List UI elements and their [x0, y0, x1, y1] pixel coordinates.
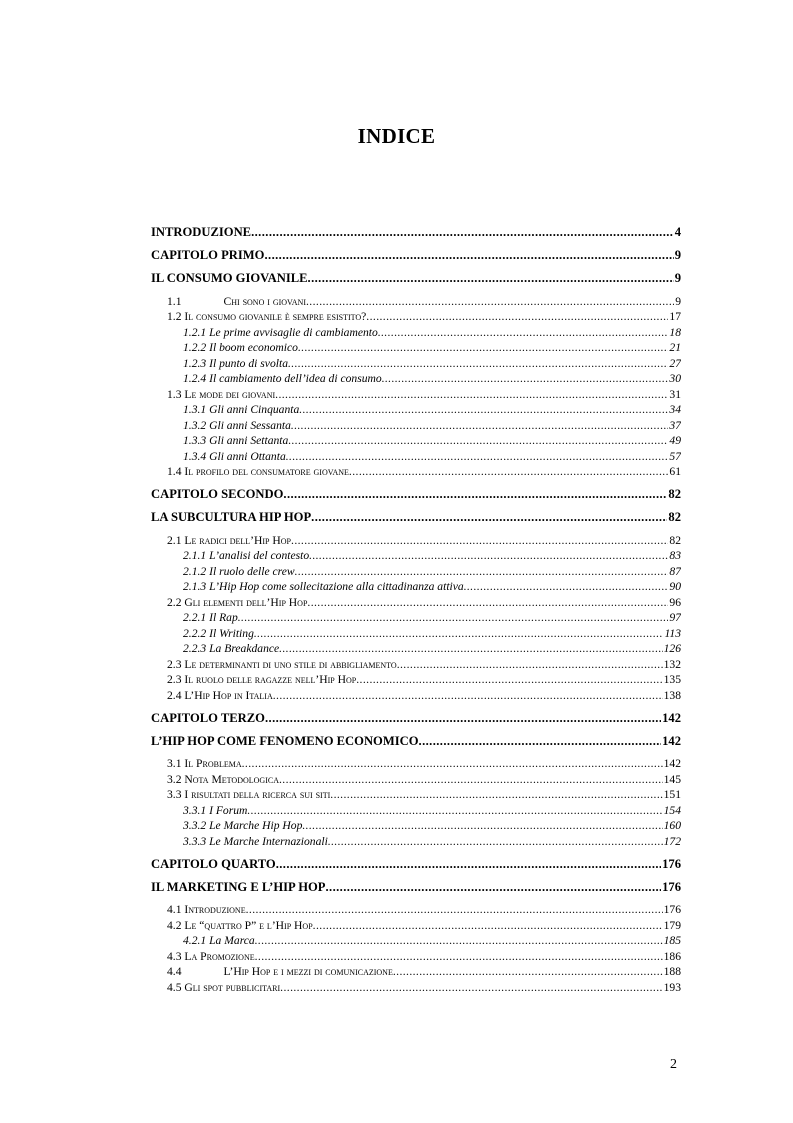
toc-entry-text: Il punto di svolta	[209, 356, 288, 370]
toc-dot-leader	[280, 980, 662, 996]
toc-entry-number: 2.2.3	[183, 642, 207, 655]
toc-entry-label	[183, 579, 464, 595]
toc-entry-text: Il profilo del consumatore giovane	[184, 465, 349, 478]
table-of-contents	[151, 225, 681, 995]
toc-dot-leader	[275, 387, 668, 403]
toc-entry-number: 1.2.3	[183, 356, 207, 370]
toc-entry-label	[167, 980, 280, 996]
toc-entry-label	[183, 371, 382, 387]
toc-entry-page: 9	[675, 294, 681, 308]
toc-entry-label	[167, 949, 255, 965]
toc-entry[interactable]	[151, 309, 681, 325]
toc-entry[interactable]	[151, 564, 681, 580]
toc-entry-text: LA SUBCULTURA HIP HOP	[151, 510, 312, 524]
toc-entry-number: 4.4	[167, 965, 182, 978]
toc-entry-page: 82	[668, 487, 681, 501]
toc-entry[interactable]	[151, 402, 681, 418]
toc-entry-number: 1.3.2	[183, 418, 207, 432]
toc-entry-number: 2.2	[167, 595, 182, 609]
toc-entry[interactable]	[151, 756, 681, 772]
toc-entry[interactable]	[151, 787, 681, 803]
toc-entry-text: L’Hip Hop in Italia	[184, 688, 273, 702]
toc-entry-page: 132	[663, 657, 681, 671]
toc-entry-number: 1.3.1	[183, 403, 207, 416]
toc-entry-page: 49	[669, 434, 681, 447]
toc-entry[interactable]	[151, 980, 681, 996]
toc-dot-leader	[382, 371, 669, 387]
toc-entry-page: 138	[663, 688, 681, 702]
toc-dot-leader	[264, 248, 673, 264]
toc-entry-page: 142	[662, 733, 681, 748]
toc-entry-page: 179	[663, 918, 681, 932]
toc-dot-leader	[378, 325, 669, 341]
toc-entry-number: 1.2	[167, 310, 182, 323]
toc-entry-text: Le mode dei giovani	[184, 387, 276, 401]
toc-entry[interactable]	[151, 433, 681, 449]
toc-entry-page: 193	[663, 980, 681, 994]
toc-entry[interactable]	[151, 818, 681, 834]
toc-entry[interactable]	[151, 949, 681, 965]
toc-entry-text: Il ruolo delle ragazze nell’Hip Hop	[184, 673, 357, 686]
toc-entry-label	[183, 356, 288, 372]
toc-entry-text: Il Writing	[209, 626, 254, 640]
toc-entry-label	[183, 803, 247, 819]
toc-entry-text: Le prime avvisaglie di cambiamento	[209, 325, 378, 339]
toc-entry[interactable]	[151, 688, 681, 704]
toc-entry-text: Le radici dell’Hip Hop	[184, 533, 292, 547]
toc-entry-label	[183, 325, 378, 341]
toc-entry-number: 1.3.4	[183, 449, 207, 463]
toc-dot-leader	[298, 340, 668, 356]
toc-entry-number: 3.1	[167, 757, 182, 770]
toc-entry-page: 34	[669, 403, 681, 416]
toc-entry-label	[151, 248, 264, 264]
toc-entry-text: Le Marche Hip Hop	[209, 819, 303, 832]
toc-entry-label	[167, 902, 246, 918]
toc-entry-page: 9	[674, 248, 681, 262]
toc-entry[interactable]	[151, 271, 681, 287]
toc-entry-label	[183, 402, 299, 418]
toc-dot-leader	[302, 818, 662, 834]
toc-entry-text: Gli anni Ottanta	[209, 449, 286, 463]
toc-entry[interactable]	[151, 294, 681, 310]
toc-entry-label	[183, 433, 288, 449]
toc-entry-number: 1.2.2	[183, 341, 207, 354]
toc-entry-page: 4	[674, 225, 681, 239]
toc-entry-label	[167, 309, 366, 325]
toc-entry[interactable]	[151, 734, 681, 750]
toc-dot-leader	[288, 356, 668, 372]
toc-entry-number: 1.3	[167, 387, 182, 401]
toc-entry-number: 2.1.1	[183, 549, 207, 562]
toc-entry-text: IL MARKETING E L’HIP HOP	[151, 879, 326, 894]
toc-entry-label	[167, 294, 306, 310]
toc-entry-text: La Marca	[209, 934, 255, 947]
toc-entry-page: 83	[669, 549, 681, 562]
toc-entry-page: 188	[663, 965, 681, 978]
toc-dot-leader	[309, 548, 668, 564]
toc-entry-number: 2.1	[167, 533, 182, 547]
toc-entry-page: 135	[663, 673, 681, 686]
toc-entry-number: 4.3	[167, 949, 182, 963]
toc-entry-number: 2.2.1	[183, 611, 207, 624]
toc-entry-label	[183, 834, 328, 850]
toc-dot-leader	[255, 949, 663, 965]
toc-entry-page: 27	[669, 356, 681, 370]
toc-entry-page: 160	[663, 819, 681, 832]
toc-entry-label	[167, 787, 330, 803]
toc-entry-number: 3.3.2	[183, 819, 207, 832]
toc-entry-number: 3.2	[167, 772, 182, 786]
toc-entry-page: 126	[663, 642, 681, 655]
toc-entry-number: 1.3.3	[183, 434, 207, 447]
toc-entry[interactable]	[151, 672, 681, 688]
toc-entry-page: 151	[663, 788, 681, 801]
toc-entry-label	[183, 449, 286, 465]
toc-dot-leader	[283, 487, 667, 503]
toc-entry-page: 57	[669, 449, 681, 463]
toc-entry-text: INTRODUZIONE	[151, 225, 252, 239]
toc-dot-leader	[397, 657, 663, 673]
toc-entry-number: 4.1	[167, 903, 182, 916]
toc-entry-page: 145	[663, 772, 681, 786]
toc-entry-label	[183, 564, 295, 580]
toc-entry-number: 1.2.1	[183, 325, 207, 339]
toc-entry-page: 21	[669, 341, 681, 354]
toc-entry-text: Il consumo giovanile è sempre esistito?	[184, 310, 367, 323]
toc-entry[interactable]	[151, 371, 681, 387]
toc-dot-leader	[306, 294, 674, 310]
toc-entry-page: 31	[669, 387, 681, 401]
toc-entry-page: 37	[669, 418, 681, 432]
toc-entry-page: 176	[663, 903, 681, 916]
toc-dot-leader	[393, 964, 663, 980]
toc-entry-text: Le determinanti di uno stile di abbigliamento	[184, 657, 397, 671]
toc-entry-text: L’analisi del contesto	[209, 549, 310, 562]
toc-entry-text: Il ruolo delle crew	[209, 564, 295, 578]
toc-entry-number: 3.3.1	[183, 803, 207, 817]
toc-entry-page: 97	[669, 611, 681, 624]
toc-entry-text: L’HIP HOP COME FENOMENO ECONOMICO	[151, 733, 419, 748]
toc-entry-page: 17	[669, 310, 681, 323]
toc-dot-leader	[254, 626, 664, 642]
toc-entry-number: 3.3.3	[183, 834, 207, 848]
toc-entry[interactable]	[151, 857, 681, 873]
toc-entry[interactable]	[151, 464, 681, 480]
toc-entry[interactable]	[151, 225, 681, 241]
toc-entry[interactable]	[151, 418, 681, 434]
toc-dot-leader	[325, 880, 661, 896]
toc-entry-number: 1.1	[167, 294, 182, 308]
toc-entry[interactable]	[151, 248, 681, 264]
toc-dot-leader	[366, 309, 668, 325]
toc-dot-leader	[307, 595, 668, 611]
toc-entry-label	[167, 772, 279, 788]
toc-dot-leader	[291, 418, 669, 434]
toc-entry-number: 4.2	[167, 918, 182, 932]
toc-entry-label	[167, 657, 397, 673]
toc-entry-page: 61	[669, 465, 681, 478]
toc-entry-number: 2.2.2	[183, 626, 207, 640]
toc-entry-text: La Promozione	[184, 949, 255, 963]
toc-dot-leader	[279, 641, 662, 657]
toc-entry[interactable]	[151, 387, 681, 403]
toc-entry-page: 9	[674, 271, 681, 285]
toc-dot-leader	[246, 902, 663, 918]
toc-entry-number: 2.3	[167, 657, 182, 671]
toc-entry-label	[183, 818, 302, 834]
toc-entry[interactable]	[151, 610, 681, 626]
toc-entry-label	[151, 711, 265, 727]
toc-entry-text: Introduzione	[184, 903, 246, 916]
toc-entry-text: Gli anni Sessanta	[209, 418, 291, 432]
toc-entry-label	[151, 857, 276, 873]
toc-entry-text: L’Hip Hop come sollecitazione alla cittadinanza attiva	[209, 580, 464, 593]
toc-entry-label	[167, 533, 291, 549]
toc-entry-label	[151, 880, 325, 896]
toc-entry[interactable]	[151, 449, 681, 465]
toc-entry-number: 4.5	[167, 980, 182, 994]
toc-entry[interactable]	[151, 325, 681, 341]
toc-entry[interactable]	[151, 340, 681, 356]
toc-entry-label	[167, 595, 307, 611]
toc-entry[interactable]	[151, 548, 681, 564]
toc-entry-text: L’Hip Hop e i mezzi di comunicazione	[223, 965, 393, 978]
toc-dot-leader	[295, 564, 669, 580]
toc-dot-leader	[251, 225, 674, 241]
toc-dot-leader	[288, 433, 668, 449]
toc-entry[interactable]	[151, 964, 681, 980]
toc-entry-text: Il cambiamento dell’idea di consumo	[209, 372, 382, 385]
toc-entry[interactable]	[151, 772, 681, 788]
toc-dot-leader	[265, 711, 661, 727]
toc-entry-page: 113	[664, 626, 681, 640]
toc-entry-text: Le “quattro P” e l’Hip Hop	[184, 918, 313, 932]
toc-entry-label	[183, 626, 254, 642]
toc-entry-label	[183, 418, 291, 434]
toc-entry-page: 82	[669, 533, 681, 547]
toc-entry-text: Chi sono i giovani	[223, 294, 306, 308]
toc-entry-label	[151, 271, 308, 287]
toc-entry[interactable]	[151, 626, 681, 642]
toc-entry[interactable]	[151, 595, 681, 611]
toc-entry[interactable]	[151, 834, 681, 850]
toc-entry-number: 2.3	[167, 673, 182, 686]
toc-entry-label	[167, 964, 393, 980]
toc-entry-text: CAPITOLO QUARTO	[151, 856, 276, 871]
toc-entry-page: 172	[663, 834, 681, 848]
toc-entry-text: CAPITOLO TERZO	[151, 710, 265, 725]
toc-entry-number: 2.1.3	[183, 580, 207, 593]
toc-dot-leader	[464, 579, 669, 595]
toc-entry-page: 142	[663, 757, 681, 770]
toc-entry-text: Gli spot pubblicitari	[184, 980, 281, 994]
toc-entry-page: 90	[669, 580, 681, 593]
toc-entry-label	[183, 340, 298, 356]
toc-entry[interactable]	[151, 579, 681, 595]
toc-entry-number: 1.4	[167, 465, 182, 478]
toc-dot-leader	[291, 533, 668, 549]
toc-entry-text: IL CONSUMO GIOVANILE	[151, 271, 308, 285]
toc-dot-leader	[273, 688, 663, 704]
toc-entry[interactable]	[151, 657, 681, 673]
toc-entry-page: 87	[669, 564, 681, 578]
toc-entry-label	[167, 688, 273, 704]
toc-entry-text: CAPITOLO PRIMO	[151, 248, 265, 262]
toc-entry-label	[183, 610, 238, 626]
toc-dot-leader	[299, 402, 668, 418]
toc-entry-text: I risultati della ricerca sui siti	[184, 788, 331, 801]
toc-entry[interactable]	[151, 487, 681, 503]
toc-entry-label	[167, 756, 242, 772]
toc-dot-leader	[242, 756, 663, 772]
toc-entry-page: 142	[662, 710, 681, 725]
toc-entry-label	[167, 672, 356, 688]
toc-entry-text: Gli anni Settanta	[209, 434, 289, 447]
toc-dot-leader	[419, 734, 662, 750]
toc-entry-number: 3.3	[167, 788, 182, 801]
toc-dot-leader	[255, 933, 663, 949]
toc-entry-number: 2.1.2	[183, 564, 207, 578]
toc-entry[interactable]	[151, 510, 681, 526]
toc-entry-text: La Breakdance	[209, 642, 280, 655]
toc-dot-leader	[308, 271, 674, 287]
toc-dot-leader	[286, 449, 669, 465]
toc-entry-text: Il boom economico	[209, 341, 298, 354]
toc-entry[interactable]	[151, 880, 681, 896]
toc-entry-number: 2.4	[167, 688, 182, 702]
toc-entry-text: Gli anni Cinquanta	[209, 403, 300, 416]
page-number: 2	[670, 1057, 677, 1072]
toc-entry-label	[167, 464, 349, 480]
toc-entry-label	[151, 225, 251, 241]
toc-dot-leader	[328, 834, 663, 850]
toc-entry-number: 4.2.1	[183, 934, 207, 947]
toc-entry[interactable]	[151, 641, 681, 657]
toc-dot-leader	[279, 772, 663, 788]
toc-entry[interactable]	[151, 933, 681, 949]
toc-dot-leader	[330, 787, 662, 803]
toc-entry[interactable]	[151, 533, 681, 549]
toc-dot-leader	[349, 464, 668, 480]
toc-entry-label	[183, 548, 309, 564]
toc-entry-label	[183, 641, 279, 657]
toc-entry-page: 176	[662, 856, 681, 871]
toc-dot-leader	[247, 803, 662, 819]
toc-entry-label	[151, 487, 283, 503]
toc-entry-text: CAPITOLO SECONDO	[151, 487, 284, 501]
toc-entry-text: I Forum	[209, 803, 248, 817]
toc-dot-leader	[313, 918, 663, 934]
toc-entry[interactable]	[151, 803, 681, 819]
toc-entry-page: 176	[662, 879, 681, 894]
toc-entry-page: 96	[669, 595, 681, 609]
toc-entry-label	[151, 734, 419, 750]
toc-entry-label	[167, 918, 313, 934]
toc-entry-label	[167, 387, 275, 403]
toc-dot-leader	[356, 672, 662, 688]
toc-entry[interactable]	[151, 902, 681, 918]
toc-entry[interactable]	[151, 356, 681, 372]
toc-entry-page: 82	[668, 510, 681, 524]
toc-entry[interactable]	[151, 711, 681, 727]
toc-entry-text: Le Marche Internazionali	[209, 834, 328, 848]
toc-dot-leader	[311, 510, 667, 526]
toc-entry-page: 154	[663, 803, 681, 817]
page-title: INDICE	[357, 124, 436, 148]
toc-entry-text: Il Problema	[184, 757, 242, 770]
toc-entry-text: Gli elementi dell’Hip Hop	[184, 595, 308, 609]
toc-dot-leader	[276, 857, 661, 873]
toc-entry-text: Il Rap	[209, 611, 238, 624]
toc-entry-text: Nota Metodologica	[184, 772, 279, 786]
toc-entry-page: 30	[669, 372, 681, 385]
toc-dot-leader	[238, 610, 669, 626]
toc-entry-label	[151, 510, 311, 526]
toc-entry[interactable]	[151, 918, 681, 934]
toc-entry-page: 18	[669, 325, 681, 339]
toc-entry-page: 185	[663, 934, 681, 947]
toc-entry-number: 1.2.4	[183, 372, 207, 385]
toc-entry-label	[183, 933, 255, 949]
toc-entry-page: 186	[663, 949, 681, 963]
